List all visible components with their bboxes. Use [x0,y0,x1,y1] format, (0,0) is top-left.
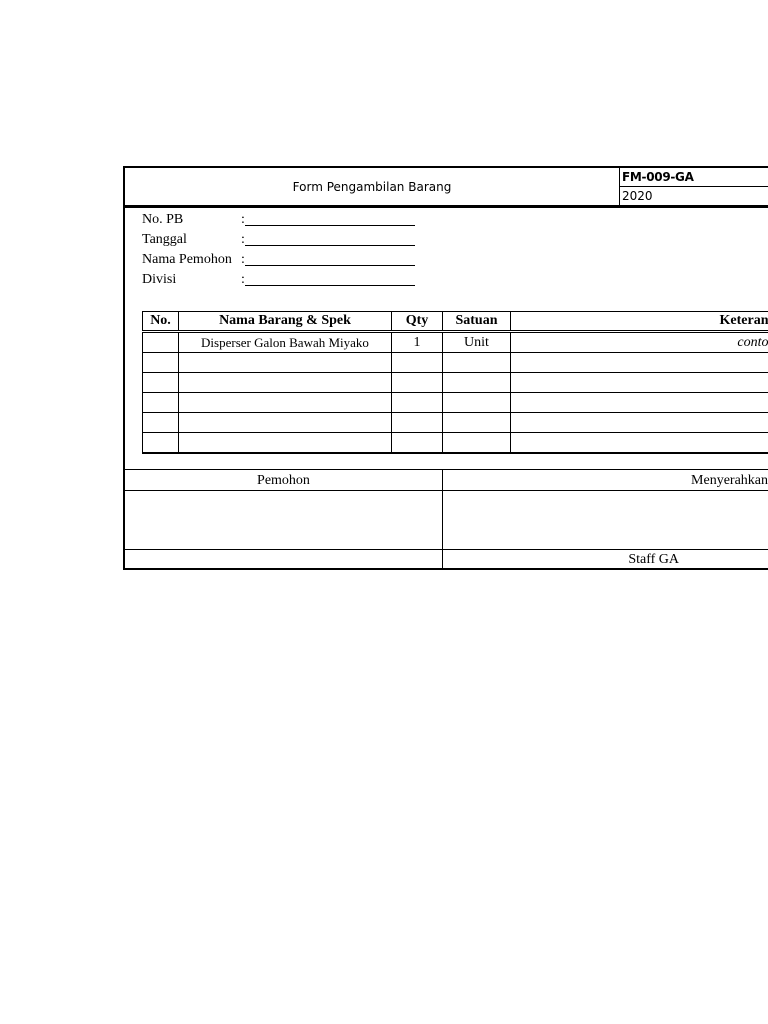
cell-qty[interactable] [392,353,443,373]
info-label: No. PB [142,212,184,227]
table-row [143,433,768,454]
cell-no[interactable] [143,353,179,373]
signature-section [125,469,768,570]
cell-no[interactable] [143,393,179,413]
cell-satuan[interactable] [443,413,511,433]
info-separator: : [241,212,245,227]
signature-menyerahkan [443,470,768,570]
signature-menyerahkan-area[interactable] [443,491,768,550]
table-row [143,373,768,393]
signature-pemohon-area[interactable] [125,491,442,550]
cell-satuan[interactable] [443,433,511,454]
info-separator: : [241,272,245,287]
no-pb-field[interactable] [245,211,415,226]
signature-pemohon [125,470,443,570]
header-no: No. [143,312,179,332]
tanggal-field[interactable] [245,231,415,246]
cell-keterangan[interactable]: conto [511,332,768,353]
cell-nama-barang[interactable] [179,393,392,413]
cell-no[interactable] [143,413,179,433]
items-table [142,311,768,454]
form-year: 2020 [622,189,653,203]
cell-satuan[interactable]: Unit [443,332,511,353]
table-row [143,353,768,373]
info-row-tanggal [142,230,415,250]
cell-qty[interactable] [392,413,443,433]
cell-qty[interactable] [392,393,443,413]
table-row [143,393,768,413]
cell-no[interactable] [143,373,179,393]
signature-menyerahkan-label: Menyerahkan [443,470,768,491]
cell-qty[interactable] [392,373,443,393]
cell-qty[interactable]: 1 [392,332,443,353]
cell-satuan[interactable] [443,393,511,413]
divisi-field[interactable] [245,271,415,286]
info-row-divisi [142,270,415,290]
form-title: Form Pengambilan Barang [292,179,452,194]
header-nama-barang: Nama Barang & Spek [179,312,392,332]
info-label: Divisi [142,272,177,287]
cell-qty[interactable] [392,433,443,454]
info-row-no-pb [142,210,415,230]
signature-pemohon-name [125,550,442,570]
signature-staff-ga-label: Staff GA [628,552,679,567]
form-code-box [619,168,768,205]
cell-nama-barang[interactable] [179,373,392,393]
cell-nama-barang[interactable] [179,413,392,433]
cell-keterangan[interactable] [511,373,768,393]
header-qty: Qty [392,312,443,332]
header-satuan: Satuan [443,312,511,332]
header-keterangan: Keteran [511,312,768,332]
signature-pemohon-label: Pemohon [125,470,442,491]
cell-nama-barang[interactable] [179,433,392,454]
cell-nama-barang[interactable]: Disperser Galon Bawah Miyako [179,332,392,353]
table-header-row [143,312,768,332]
info-separator: : [241,232,245,247]
info-label: Tanggal [142,232,187,247]
cell-keterangan[interactable] [511,413,768,433]
cell-satuan[interactable] [443,353,511,373]
form-header [125,168,768,208]
cell-satuan[interactable] [443,373,511,393]
form-container [123,166,768,570]
cell-keterangan[interactable] [511,353,768,373]
cell-no[interactable] [143,433,179,454]
info-separator: : [241,252,245,267]
table-row [143,413,768,433]
table-row [143,332,768,353]
cell-nama-barang[interactable] [179,353,392,373]
nama-pemohon-field[interactable] [245,251,415,266]
info-section [142,210,415,290]
form-code: FM-009-GA [620,168,768,187]
info-label: Nama Pemohon [142,252,232,267]
cell-keterangan[interactable] [511,393,768,413]
info-row-nama-pemohon [142,250,415,270]
cell-keterangan[interactable] [511,433,768,454]
cell-no[interactable] [143,332,179,353]
